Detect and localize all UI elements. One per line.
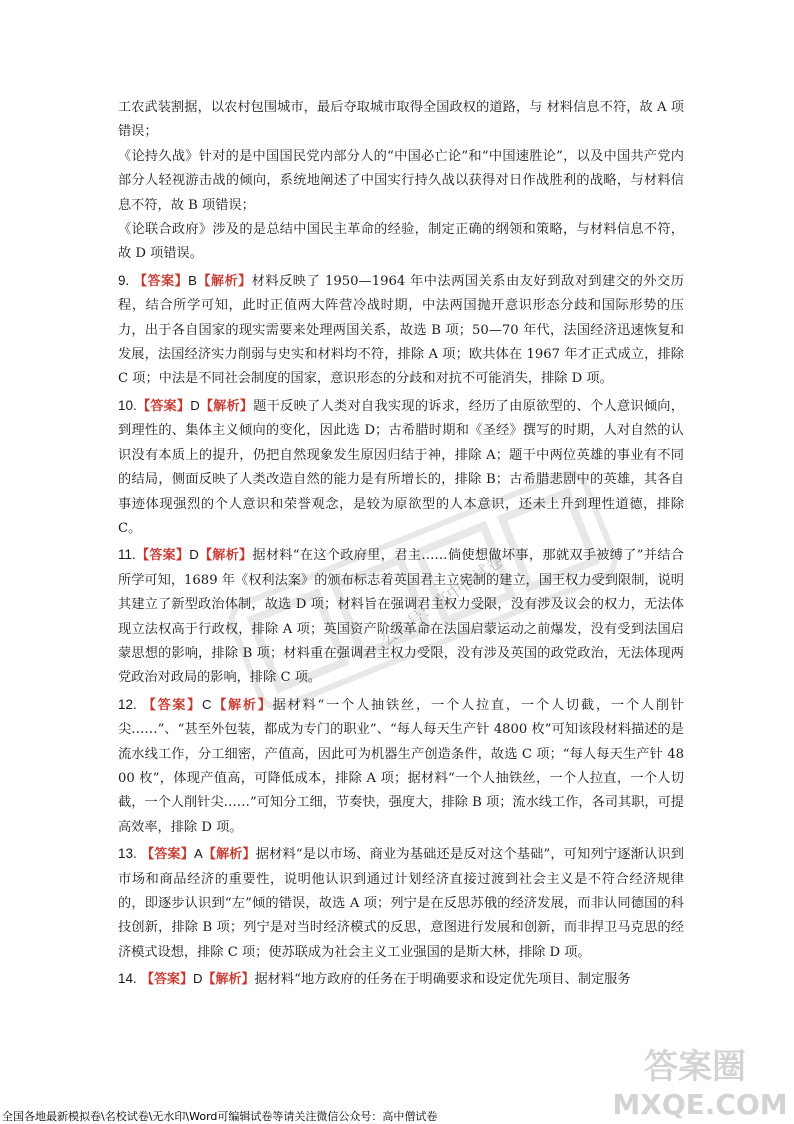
answer-item-12: [118, 693, 684, 840]
watermark-text: 公众号：高中僧试卷: [377, 551, 507, 650]
answer-tag: 【答案】: [134, 273, 189, 289]
answer-option: C: [202, 696, 212, 712]
intro-paragraphs: [118, 96, 684, 267]
analysis-tag: 【解析】: [198, 548, 253, 564]
answer-option: D: [190, 397, 200, 413]
answer-option: B: [188, 272, 197, 288]
answer-item-10: [118, 394, 684, 541]
answer-tag: 【答案】: [136, 398, 191, 414]
item-number: 13.: [118, 846, 137, 862]
paragraph: 《论联合政府》涉及的是总结中国民主革命的经验，制定正确的纲领和策略，与材料信息不符，故 D 项错误。: [118, 222, 684, 262]
answer-item-13: [118, 842, 684, 965]
item-number: 11.: [118, 547, 136, 563]
answer-tag: 【答案】: [141, 847, 194, 863]
analysis-tag: 【解析】: [211, 697, 273, 713]
answer-tag: 【答案】: [142, 697, 202, 713]
analysis-tag: 【解析】: [199, 398, 254, 414]
item-number: 14.: [118, 971, 137, 987]
paragraph: 《论持久战》针对的是中国国民党内部分人的“中国必亡论”和“中国速胜论”，以及中国共产党内部分人轻视游击战的倾向，系统地阐述了中国实行持久战以获得对日作战胜利的战略，与材料信息不符，故 B 项错误；: [118, 148, 684, 213]
analysis-text: 据材料“地方政府的任务在于明确要求和设定优先项目、制定服务: [254, 972, 631, 988]
answer-option: D: [193, 971, 203, 987]
analysis-text: 据材料“一个人抽铁丝，一个人拉直，一个人切截，一个人削针尖……”、“甚至外包装，都成为专门的职业”、“每人每天生产针 4800 枚”可知该段材料描述的是流水线工作，分工细密，产值高，因此可为机器生产创造条件，故选 C 项；“每人每天生产针 4800 枚”，体现产值高，可降低成本，排除 A 项；据材料“一个人抽铁丝，一个人拉直，一个人切截，一个人削针尖……”可知分工细，节奏快，强度大，排除 B 项；流水线工作，各司其职，可提高效率，排除 D 项。: [118, 697, 684, 835]
answer-tag: 【答案】: [135, 548, 190, 564]
analysis-text: 材料反映了 1950—1964 年中法两国关系由友好到敌对到建交的外交历程，结合所学可知，此时正值两大阵营冷战时期，中法两国抛开意识形态分歧和国际形势的压力，出于各自国家的现实需要来处理两国关系，故选 B 项；50—70 年代，法国经济迅速恢复和发展，法国经济实力削弱与史实和材料均不符，排除 A 项；欧共体在 1967 年才正式成立，排除 C 项；中法是不同社会制度的国家，意识形态的分歧和对抗不可能消失，排除 D 项。: [118, 273, 684, 387]
item-number: 9.: [118, 272, 130, 288]
analysis-tag: 【解析】: [196, 273, 252, 289]
analysis-tag: 【解析】: [202, 847, 256, 863]
item-number: 12.: [118, 696, 137, 712]
paragraph: 工农武装割据，以农村包围城市，最后夺取城市取得全国政权的道路，与 材料信息不符，故 A 项错误；: [118, 100, 684, 140]
answer-tag: 【答案】: [140, 972, 193, 988]
analysis-text: 据材料“是以市场、商业为基础还是反对这个基础”，可知列宁逐渐认识到市场和商品经济的重要性，说明他认识到通过计划经济直接过渡到社会主义是不符合经济规律的，即逐步认识到“左”倾的错误，故选 A 项；列宁是在反思苏俄的经济发展，而非认同德国的科技创新，排除 B 项；列宁是对当时经济模式的反思，意图进行发展和创新，而非捍卫马克思的经济模式设想，排除 C 项；使苏联成为社会主义工业强国的是斯大林，排除 D 项。: [118, 847, 684, 960]
logo-bottom-text: MXQE.COM: [612, 1088, 788, 1120]
document-body: [118, 96, 684, 993]
answer-option: A: [193, 846, 203, 862]
logo-top-text: 答案圈: [644, 1047, 746, 1087]
analysis-text: 据材料“在这个政府里，君主……倘使想做坏事，那就双手被缚了”并结合所学可知，1689 年《权利法案》的颁布标志着英国君主立宪制的建立，国王权力受到限制，说明其建立了新型政治体制，故选 D 项；材料旨在强调君主权力受限，没有涉及议会的权力，无法体现立法权高于行政权，排除 A 项；英国资产阶级革命在法国启蒙运动之前爆发，没有受到法国启蒙思想的影响，排除 B 项；材料重在强调君主权力受限，没有涉及英国的政党政治，无法体现两党政治对政局的影响，排除 C 项。: [118, 548, 684, 686]
analysis-text: 题干反映了人类对自我实现的诉求，经历了由原欲型的、个人意识倾向，到理性的、集体主义倾向的变化，因此选 D；古希腊时期和《圣经》撰写的时期，人对自然的认识没有本质上的提升，仍把自然现象发生原因归结于神，排除 A；题干中两位英雄的事业有不同的结局，侧面反映了人类改造自然的能力是有所增长的，排除 B；古希腊悲剧中的英雄，其各自事迹体现强烈的个人意识和荣誉观念，是较为原欲型的人本意识，还未上升到理性道德，排除 C。: [118, 398, 684, 536]
answer-item-9: [118, 269, 684, 392]
answer-option: D: [189, 547, 199, 563]
item-number: 10.: [118, 397, 137, 413]
answer-item-14: [118, 967, 684, 992]
footer-note: 全国各地最新模拟卷\名校试卷\无水印\Word可编辑试卷等请关注微信公众号：高中僧试卷: [2, 1110, 438, 1123]
analysis-tag: 【解析】: [202, 972, 255, 988]
answer-item-11: [118, 543, 684, 690]
